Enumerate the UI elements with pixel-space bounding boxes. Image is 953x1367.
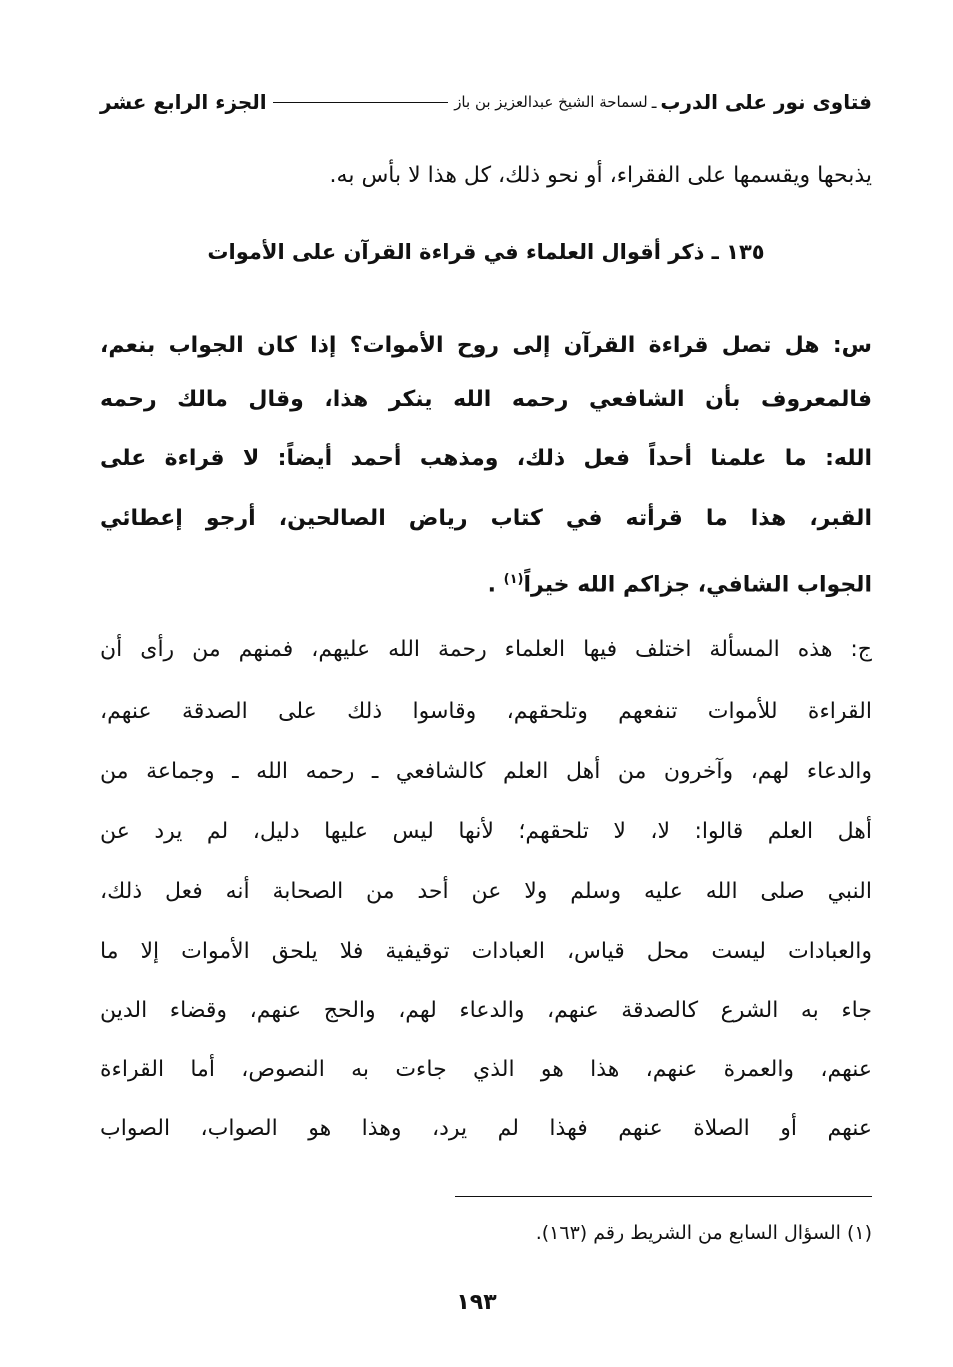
question-line: فالمعروف بأن الشافعي رحمه الله ينكر هذا، وقال مالك رحمه [100, 387, 872, 412]
answer-line: ج: هذه المسألة اختلف فيها العلماء رحمة الله عليهم، فمنهم من رأى أن [100, 637, 872, 662]
footnote: (١) السؤال السابع من الشريط رقم (١٦٣). [535, 1222, 872, 1244]
section-title: ١٣٥ ـ ذكر أقوال العلماء في قراءة القرآن على الأموات [207, 240, 765, 264]
question-line: س: هل تصل قراءة القرآن إلى روح الأموات؟ إذا كان الجواب بنعم، [100, 333, 872, 358]
answer-line: عنهم، والعمرة عنهم، هذا هو الذي جاءت به النصوص، أما القراءة [100, 1057, 872, 1082]
author-name: لسماحة الشيخ عبدالعزيز بن باز [454, 93, 648, 111]
answer-line: القراءة للأموات تنفعهم وتلحقهم، وقاسوا ذلك على الصدقة عنهم، [100, 699, 872, 724]
answer-line: النبي صلى الله عليه وسلم ولا عن أحد من الصحابة أنه فعل ذلك، [100, 879, 872, 904]
answer-line: جاء به الشرع كالصدقة عنهم، والدعاء لهم، والحج عنهم، وقضاء الدين [100, 998, 872, 1023]
footnote-rule [455, 1196, 872, 1197]
question-line: الله: ما علمنا أحداً فعل ذلك، ومذهب أحمد أيضاً: لا قراءة على [100, 446, 872, 471]
question-line: الجواب الشافي، جزاكم الله خيراً [523, 572, 872, 598]
question-last-line [100, 565, 872, 600]
answer-line: والعبادات ليست محل قياس، العبادات توقيفية فلا يلحق الأموات إلا ما [100, 939, 872, 964]
part-title: الجزء الرابع عشر [100, 90, 267, 114]
footnote-ref: (١) [503, 572, 524, 587]
answer-line: عنهم أو الصلاة عنهم فهذا لم يرد، وهذا هو الصواب، الصواب [100, 1116, 872, 1141]
running-header [100, 90, 872, 114]
answer-line: والدعاء لهم، وآخرون من أهل العلم كالشافعي ـ رحمه الله ـ وجماعة من [100, 759, 872, 784]
header-rule [273, 102, 449, 103]
continuation-text: يذبحها ويقسمها على الفقراء، أو نحو ذلك، كل هذا لا بأس به. [329, 163, 872, 188]
answer-line: أهل العلم قالوا: لا، لا تلحقهم؛ لأنها ليس عليها دليل، لم يرد عن [100, 819, 872, 844]
book-title: فتاوى نور على الدرب [660, 90, 872, 114]
question-line: القبر، هذا ما قرأته في كتاب رياض الصالحين، أرجو إعطائي [100, 506, 872, 531]
end-mark: . [487, 572, 496, 598]
page-number: ١٩٣ [456, 1290, 497, 1315]
header-separator: ـ [651, 92, 657, 112]
